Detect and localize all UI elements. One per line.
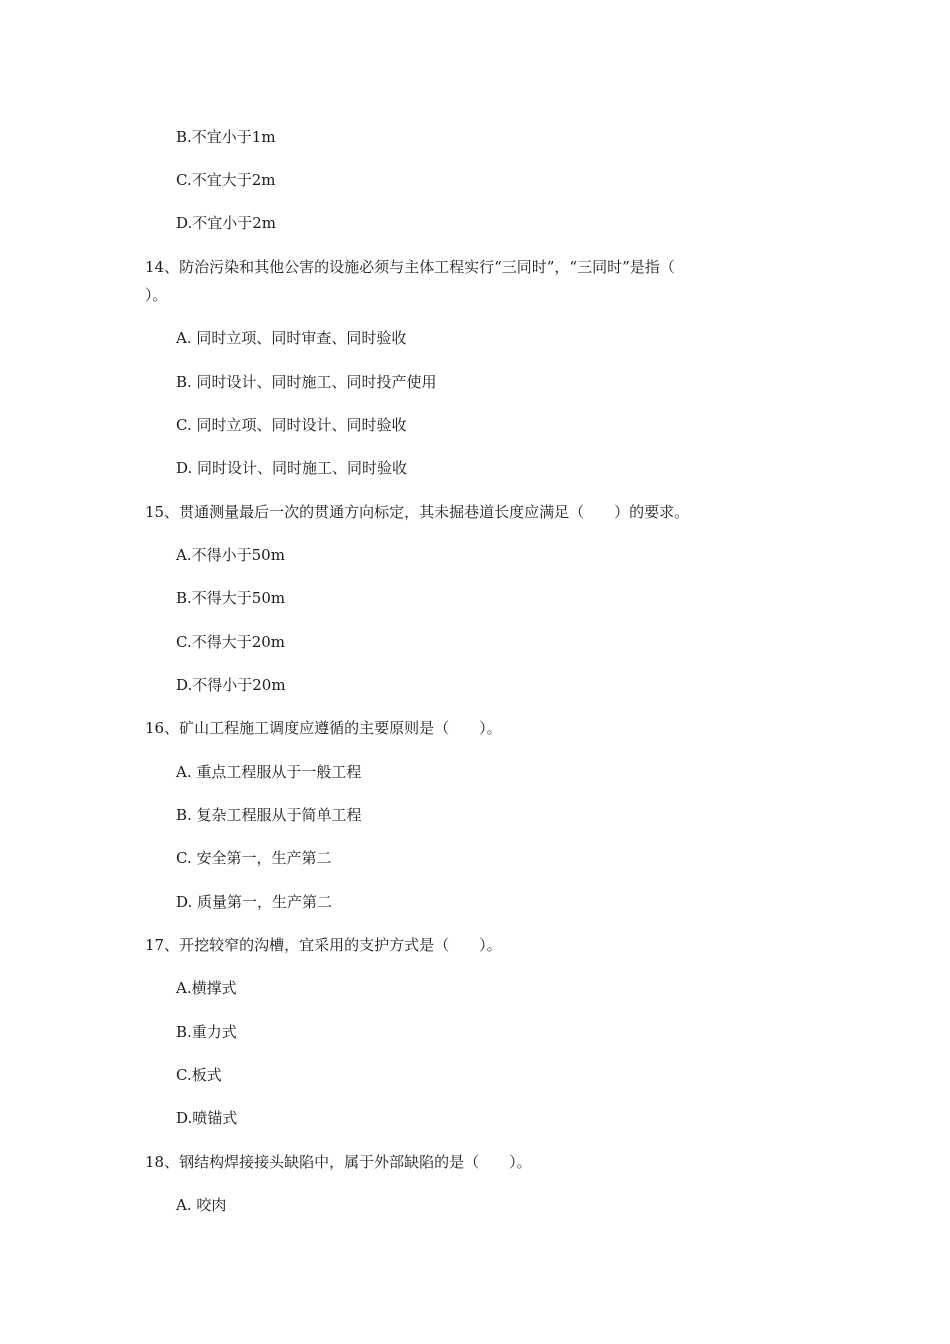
question-14-stem: 14、防治污染和其他公害的设施必须与主体工程实行“三同时”，“三同时”是指（ bbox=[145, 258, 675, 276]
question-15-stem: 15、贯通测量最后一次的贯通方向标定，其未掘巷道长度应满足（ ）的要求。 bbox=[145, 503, 690, 521]
question-17-option-B: B.重力式 bbox=[176, 1023, 237, 1041]
question-15-option-C: C.不得大于20m bbox=[176, 633, 286, 651]
question-18-option-A: A. 咬肉 bbox=[176, 1196, 227, 1214]
question-15-option-D: D.不得小于20m bbox=[176, 676, 286, 694]
option-B-prev: B.不宜小于1m bbox=[176, 128, 276, 146]
question-14-option-D: D. 同时设计、同时施工、同时验收 bbox=[176, 459, 408, 477]
question-14-option-A: A. 同时立项、同时审查、同时验收 bbox=[176, 329, 407, 347]
question-14-option-B: B. 同时设计、同时施工、同时投产使用 bbox=[176, 373, 437, 391]
question-17-option-D: D.喷锚式 bbox=[176, 1109, 238, 1127]
question-14-option-C: C. 同时立项、同时设计、同时验收 bbox=[176, 416, 407, 434]
question-15-option-A: A.不得小于50m bbox=[176, 546, 285, 564]
question-16-stem: 16、矿山工程施工调度应遵循的主要原则是（ ）。 bbox=[145, 719, 502, 737]
question-16-option-A: A. 重点工程服从于一般工程 bbox=[176, 763, 362, 781]
question-14-stem-cont: ）。 bbox=[145, 286, 168, 304]
question-17-stem: 17、开挖较窄的沟槽，宜采用的支护方式是（ ）。 bbox=[145, 936, 502, 954]
question-17-option-C: C.板式 bbox=[176, 1066, 222, 1084]
question-18-stem: 18、钢结构焊接接头缺陷中，属于外部缺陷的是（ ）。 bbox=[145, 1153, 532, 1171]
question-15-option-B: B.不得大于50m bbox=[176, 589, 286, 607]
question-16-option-D: D. 质量第一，生产第二 bbox=[176, 893, 333, 911]
question-16-option-B: B. 复杂工程服从于简单工程 bbox=[176, 806, 362, 824]
question-16-option-C: C. 安全第一，生产第二 bbox=[176, 849, 332, 867]
option-D-prev: D.不宜小于2m bbox=[176, 214, 277, 232]
question-17-option-A: A.横撑式 bbox=[176, 979, 237, 997]
option-C-prev: C.不宜大于2m bbox=[176, 171, 276, 189]
